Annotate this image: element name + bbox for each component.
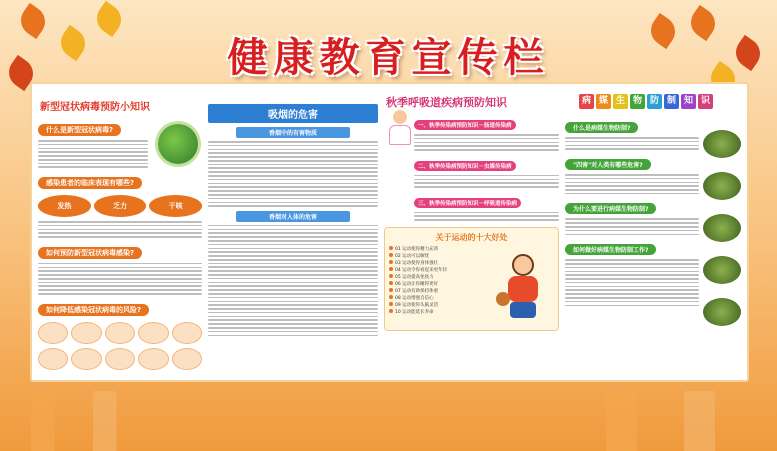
vector-item-4: 如何做好病媒生物防制工作? bbox=[565, 244, 656, 255]
smoking-column bbox=[208, 90, 378, 374]
heading-char: 识 bbox=[698, 94, 713, 109]
fly-icon bbox=[703, 172, 741, 200]
vector-heading bbox=[565, 90, 745, 115]
pest-photos bbox=[703, 130, 743, 340]
mosquito-icon bbox=[703, 214, 741, 242]
sport-item: 06 运动让你睡得更好 bbox=[389, 281, 481, 288]
text-block bbox=[38, 140, 148, 168]
symptom-cough: 干咳 bbox=[149, 195, 202, 217]
cockroach-icon bbox=[703, 256, 741, 284]
exercise-icon bbox=[138, 348, 168, 370]
cover-cough-icon bbox=[138, 322, 168, 344]
heading-char: 物 bbox=[630, 94, 645, 109]
sport-benefits-box bbox=[384, 227, 559, 331]
sport-item: 04 运动令你看起来更年轻 bbox=[389, 267, 481, 274]
sport-item: 09 运动使你头脑灵活 bbox=[389, 302, 481, 309]
nurse-icon bbox=[388, 110, 412, 146]
sport-title: 关于运动的十大好处 bbox=[435, 232, 508, 242]
rat-icon bbox=[703, 130, 741, 158]
hospital-icon bbox=[172, 348, 202, 370]
autumn-disease-column bbox=[384, 90, 559, 374]
virus-icon bbox=[158, 124, 198, 164]
handwash-icon bbox=[71, 322, 101, 344]
heading-char: 制 bbox=[664, 94, 679, 109]
text-block bbox=[414, 134, 559, 151]
smoking-heading: 吸烟的危害 bbox=[208, 104, 378, 123]
heading-char: 病 bbox=[579, 94, 594, 109]
pest-icon bbox=[703, 298, 741, 326]
vector-item-2: "四害"对人类有哪些危害? bbox=[565, 159, 651, 170]
text-block bbox=[414, 212, 559, 221]
sport-item: 08 运动增强自信心 bbox=[389, 295, 481, 302]
smoking-sub1: 香烟中的有害物质 bbox=[236, 127, 350, 138]
prevention-icons-2 bbox=[38, 348, 202, 370]
symptom-fever: 发热 bbox=[38, 195, 91, 217]
text-block bbox=[38, 263, 202, 295]
vector-item-1: 什么是病媒生物防制? bbox=[565, 122, 638, 133]
covid-q1: 什么是新型冠状病毒? bbox=[38, 124, 121, 136]
text-block bbox=[208, 225, 378, 336]
sport-list bbox=[389, 246, 481, 316]
smoking-sub2: 香烟对人体的危害 bbox=[236, 211, 350, 222]
symptom-fatigue: 乏力 bbox=[94, 195, 147, 217]
heading-char: 知 bbox=[681, 94, 696, 109]
sport-item: 03 运动使你身体强壮 bbox=[389, 260, 481, 267]
sport-item: 01 运动使你精力充沛 bbox=[389, 246, 481, 253]
text-block bbox=[565, 259, 699, 306]
sport-item: 05 运动提高免疫力 bbox=[389, 274, 481, 281]
text-block bbox=[565, 174, 699, 195]
doctor-icon bbox=[172, 322, 202, 344]
text-block bbox=[565, 218, 699, 235]
covid-column bbox=[38, 90, 202, 374]
autumn-item-1: 一、秋季传染病预防知识－肠道传染病 bbox=[414, 120, 516, 130]
covid-q2: 感染患者的临床表现有哪些? bbox=[38, 177, 142, 189]
mask-icon bbox=[38, 322, 68, 344]
prevention-icons bbox=[38, 322, 202, 344]
autumn-heading: 秋季呼吸道疾病预防知识 bbox=[386, 96, 507, 109]
text-block bbox=[38, 221, 202, 238]
symptom-list bbox=[38, 195, 202, 217]
family-icon bbox=[38, 348, 68, 370]
runner-illustration bbox=[496, 254, 550, 320]
heading-char: 媒 bbox=[596, 94, 611, 109]
text-block bbox=[414, 175, 559, 188]
food-icon bbox=[71, 348, 101, 370]
covid-heading: 新型冠状病毒预防小知识 bbox=[40, 102, 150, 113]
heading-char: 生 bbox=[613, 94, 628, 109]
autumn-item-3: 三、秋季传染病预防知识－呼吸道传染病 bbox=[414, 198, 521, 208]
autumn-item-2: 二、秋季传染病预防知识－虫媒传染病 bbox=[414, 161, 516, 171]
vector-control-column bbox=[565, 90, 745, 374]
sport-item: 07 运动有助保持体重 bbox=[389, 288, 481, 295]
sport-item: 10 运动能延长寿命 bbox=[389, 309, 481, 316]
page-title: 健康教育宣传栏 bbox=[227, 34, 550, 81]
rest-icon bbox=[105, 348, 135, 370]
distance-icon bbox=[105, 322, 135, 344]
heading-char: 防 bbox=[647, 94, 662, 109]
bulletin-board bbox=[30, 82, 749, 382]
covid-q3: 如何预防新型冠状病毒感染? bbox=[38, 247, 142, 259]
covid-q4: 如何降低感染冠状病毒的风险? bbox=[38, 304, 149, 316]
vector-item-3: 为什么要进行病媒生物防制? bbox=[565, 203, 656, 214]
text-block bbox=[208, 141, 378, 207]
text-block bbox=[565, 137, 699, 150]
sport-item: 02 运动可以解忧 bbox=[389, 253, 481, 260]
